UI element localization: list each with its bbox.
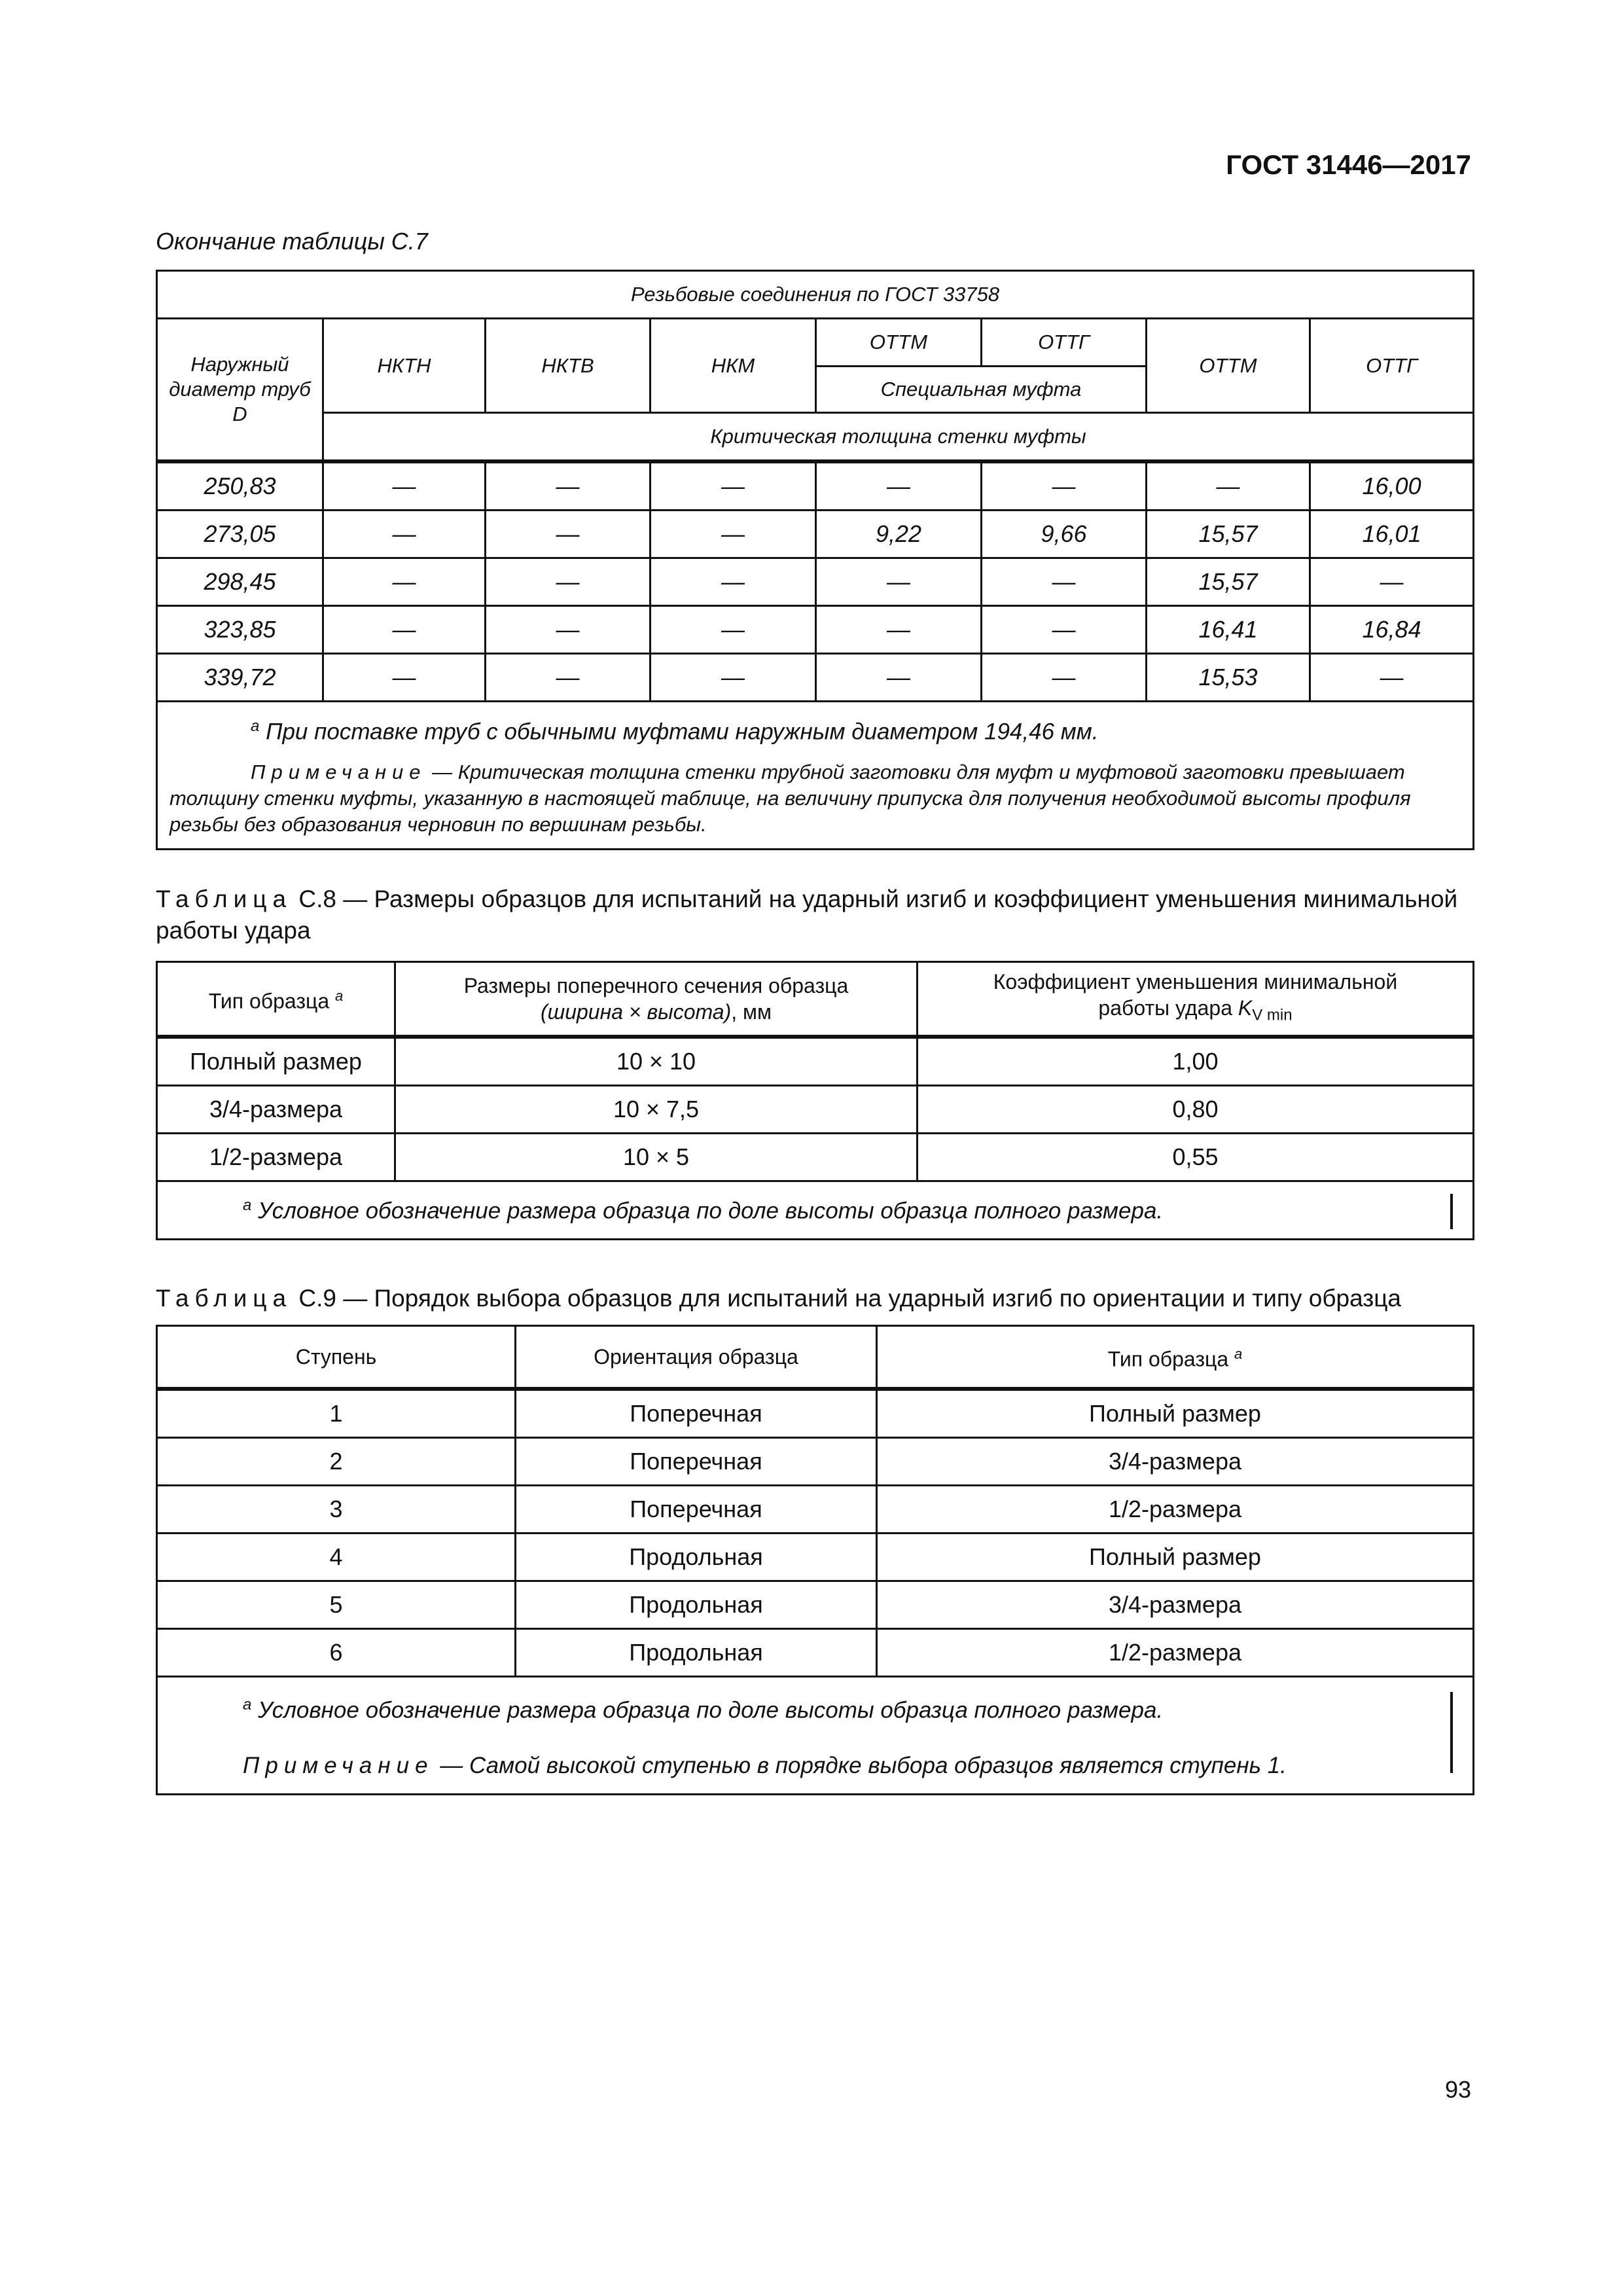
value-cell: — [982,461,1147,511]
diameter-cell: 323,85 [157,606,323,654]
diameter-header: Наружный диаметр труб D [157,319,323,462]
header-dim-line2 [400,999,912,1025]
value-cell: — [323,558,486,606]
change-bar [1450,1194,1453,1229]
coefficient-cell: 0,55 [918,1134,1474,1181]
table-row [157,1389,1474,1438]
value-cell: — [486,558,651,606]
table-c9-footnote [243,1677,1469,1738]
value-cell: — [651,511,816,558]
table-c9-footer [157,1677,1474,1795]
table-c7-caption: Окончание таблицы С.7 [156,228,428,255]
table-c9-caption [156,1283,1472,1314]
value-cell: — [323,461,486,511]
table-row [157,654,1474,702]
orientation-cell: Продольная [516,1629,877,1677]
footnote-mark: а [335,988,344,1005]
value-cell: — [651,558,816,606]
step-cell: 3 [157,1486,516,1534]
header-orientation: Ориентация образца [516,1326,877,1390]
value-cell: — [651,461,816,511]
type-cell: 3/4-размера [157,1086,395,1134]
col-header: ОТТГ [1310,319,1474,413]
value-cell: 16,41 [1147,606,1310,654]
table-row [157,1438,1474,1486]
dimension-cell: 10 × 7,5 [395,1086,918,1134]
value-cell: — [816,461,982,511]
orientation-cell: Поперечная [516,1389,877,1438]
note-dash: — [426,760,458,783]
note-text: Критическая [457,760,584,783]
value-cell: — [982,654,1147,702]
table-row [157,461,1474,511]
table-c7-note [169,759,1461,838]
table-row [157,606,1474,654]
footnote-mark: а [243,1196,252,1214]
col-header: ОТТГ [982,319,1147,367]
step-cell: 2 [157,1438,516,1486]
value-cell: — [323,606,486,654]
footnote-mark: а [243,1696,252,1713]
dimension-cell: 10 × 10 [395,1037,918,1086]
header-type [157,962,395,1037]
table-row [157,1037,1474,1086]
value-cell: — [323,511,486,558]
value-cell: 16,01 [1310,511,1474,558]
header-dimensions [395,962,918,1037]
footnote-value: 194,46 мм. [984,719,1099,745]
col-header: НКТН [323,319,486,413]
step-cell: 1 [157,1389,516,1438]
col-header: ОТТМ [1147,319,1310,413]
value-cell: — [816,654,982,702]
threaded-connections-header: Резьбовые соединения по ГОСТ 33758 [157,271,1474,319]
orientation-cell: Поперечная [516,1438,877,1486]
value-cell: 9,22 [816,511,982,558]
type-cell: Полный размер [157,1037,395,1086]
table-c8-caption [156,884,1472,946]
note-text: трубной заготовки для муфт [761,760,1054,783]
header-dim-line1: Размеры поперечного сечения образца [463,974,849,997]
value-cell: — [816,606,982,654]
header-type-label: Тип образца [208,989,330,1013]
header-type [877,1326,1474,1390]
table-c8 [156,961,1474,1240]
page-number: 93 [1444,2076,1471,2103]
type-cell: 1/2-размера [877,1629,1474,1677]
header-coef-sub: V min [1252,1006,1293,1024]
special-coupling-header: Специальная муфта [816,367,1147,413]
type-cell: Полный размер [877,1389,1474,1438]
note-label: Примечание [243,1752,434,1778]
value-cell: — [323,654,486,702]
note-text: — Самой высокой ступенью в порядке выбора образцов является ступень 1. [433,1752,1287,1778]
step-cell: 4 [157,1534,516,1581]
table-row [157,558,1474,606]
header-coefficient [918,962,1474,1037]
footnote-text: Условное обозначение размера образца по доле высоты образца полного размера. [258,1198,1164,1224]
note-text: и муфтовой заготовки превышает толщину стенки муфты, указанную в настоящей таблице, на величину припуска для получения необходимой высоты профиля резьбы без образования черновин по вершинам резьбы. [169,760,1411,836]
caption-text: С.8 — Размеры образцов для испытаний на ударный изгиб и коэффициент уменьшения минимальной работы удара [156,886,1458,944]
type-cell: 1/2-размера [157,1134,395,1181]
type-cell: 3/4-размера [877,1581,1474,1629]
table-c7-footnote [169,711,1461,747]
table-c7-footer [157,702,1474,850]
caption-label: Таблица [156,1285,293,1312]
type-cell: 3/4-размера [877,1438,1474,1486]
change-bar [1450,1692,1453,1773]
table-row [157,1086,1474,1134]
coefficient-cell: 0,80 [918,1086,1474,1134]
value-cell: 16,00 [1310,461,1474,511]
table-c7 [156,270,1474,850]
table-c8-footnote [157,1181,1474,1240]
caption-label: Таблица [156,886,293,912]
col-header: ОТТМ [816,319,982,367]
footnote-mark: а [251,717,260,735]
value-cell: — [982,558,1147,606]
step-cell: 6 [157,1629,516,1677]
table-row [157,1534,1474,1581]
header-dim-formula: (ширина × высота) [540,1000,732,1024]
header-type-label: Тип образца [1107,1347,1229,1371]
header-coef-line1: Коэффициент уменьшения минимальной [993,970,1398,994]
value-cell: — [651,606,816,654]
step-cell: 5 [157,1581,516,1629]
footnote-text: При поставке труб с обычными муфтами наружным диаметром [266,719,978,745]
value-cell: 16,84 [1310,606,1474,654]
note-label: Примечание [251,760,427,783]
diameter-cell: 339,72 [157,654,323,702]
value-cell: — [486,461,651,511]
value-cell: 15,57 [1147,558,1310,606]
caption-text: С.9 — Порядок выбора образцов для испытаний на ударный изгиб по ориентации и типу образца [292,1285,1401,1312]
document-header: ГОСТ 31446—2017 [1226,149,1471,180]
table-c9-note [243,1738,1469,1793]
value-cell: — [486,511,651,558]
critical-thickness-header: Критическая толщина стенки муфты [323,413,1474,462]
table-row [157,1486,1474,1534]
diameter-cell: 298,45 [157,558,323,606]
col-header: НКМ [651,319,816,413]
value-cell: — [816,558,982,606]
header-coef-symbol: K [1238,996,1253,1020]
type-cell: 1/2-размера [877,1486,1474,1534]
col-header: НКТВ [486,319,651,413]
dimension-cell: 10 × 5 [395,1134,918,1181]
value-cell: — [651,654,816,702]
value-cell: — [486,654,651,702]
table-row [157,1581,1474,1629]
value-cell: 15,57 [1147,511,1310,558]
orientation-cell: Продольная [516,1534,877,1581]
type-cell: Полный размер [877,1534,1474,1581]
footnote-mark: а [1234,1346,1243,1363]
diameter-cell: 273,05 [157,511,323,558]
value-cell: 15,53 [1147,654,1310,702]
value-cell: — [982,606,1147,654]
header-coef-line2 [922,995,1469,1028]
orientation-cell: Продольная [516,1581,877,1629]
footnote-text: Условное обозначение размера образца по доле высоты образца полного размера. [258,1697,1164,1723]
table-row [157,1629,1474,1677]
header-coef-text: работы удара [1098,996,1232,1020]
header-dim-unit: , мм [731,1000,772,1024]
value-cell: 9,66 [982,511,1147,558]
orientation-cell: Поперечная [516,1486,877,1534]
value-cell: — [486,606,651,654]
header-step: Ступень [157,1326,516,1390]
table-row [157,511,1474,558]
table-c9 [156,1325,1474,1795]
table-row [157,1134,1474,1181]
coefficient-cell: 1,00 [918,1037,1474,1086]
value-cell: — [1310,654,1474,702]
value-cell: — [1147,461,1310,511]
value-cell: — [1310,558,1474,606]
note-text: толщина стенки [584,760,762,783]
diameter-cell: 250,83 [157,461,323,511]
